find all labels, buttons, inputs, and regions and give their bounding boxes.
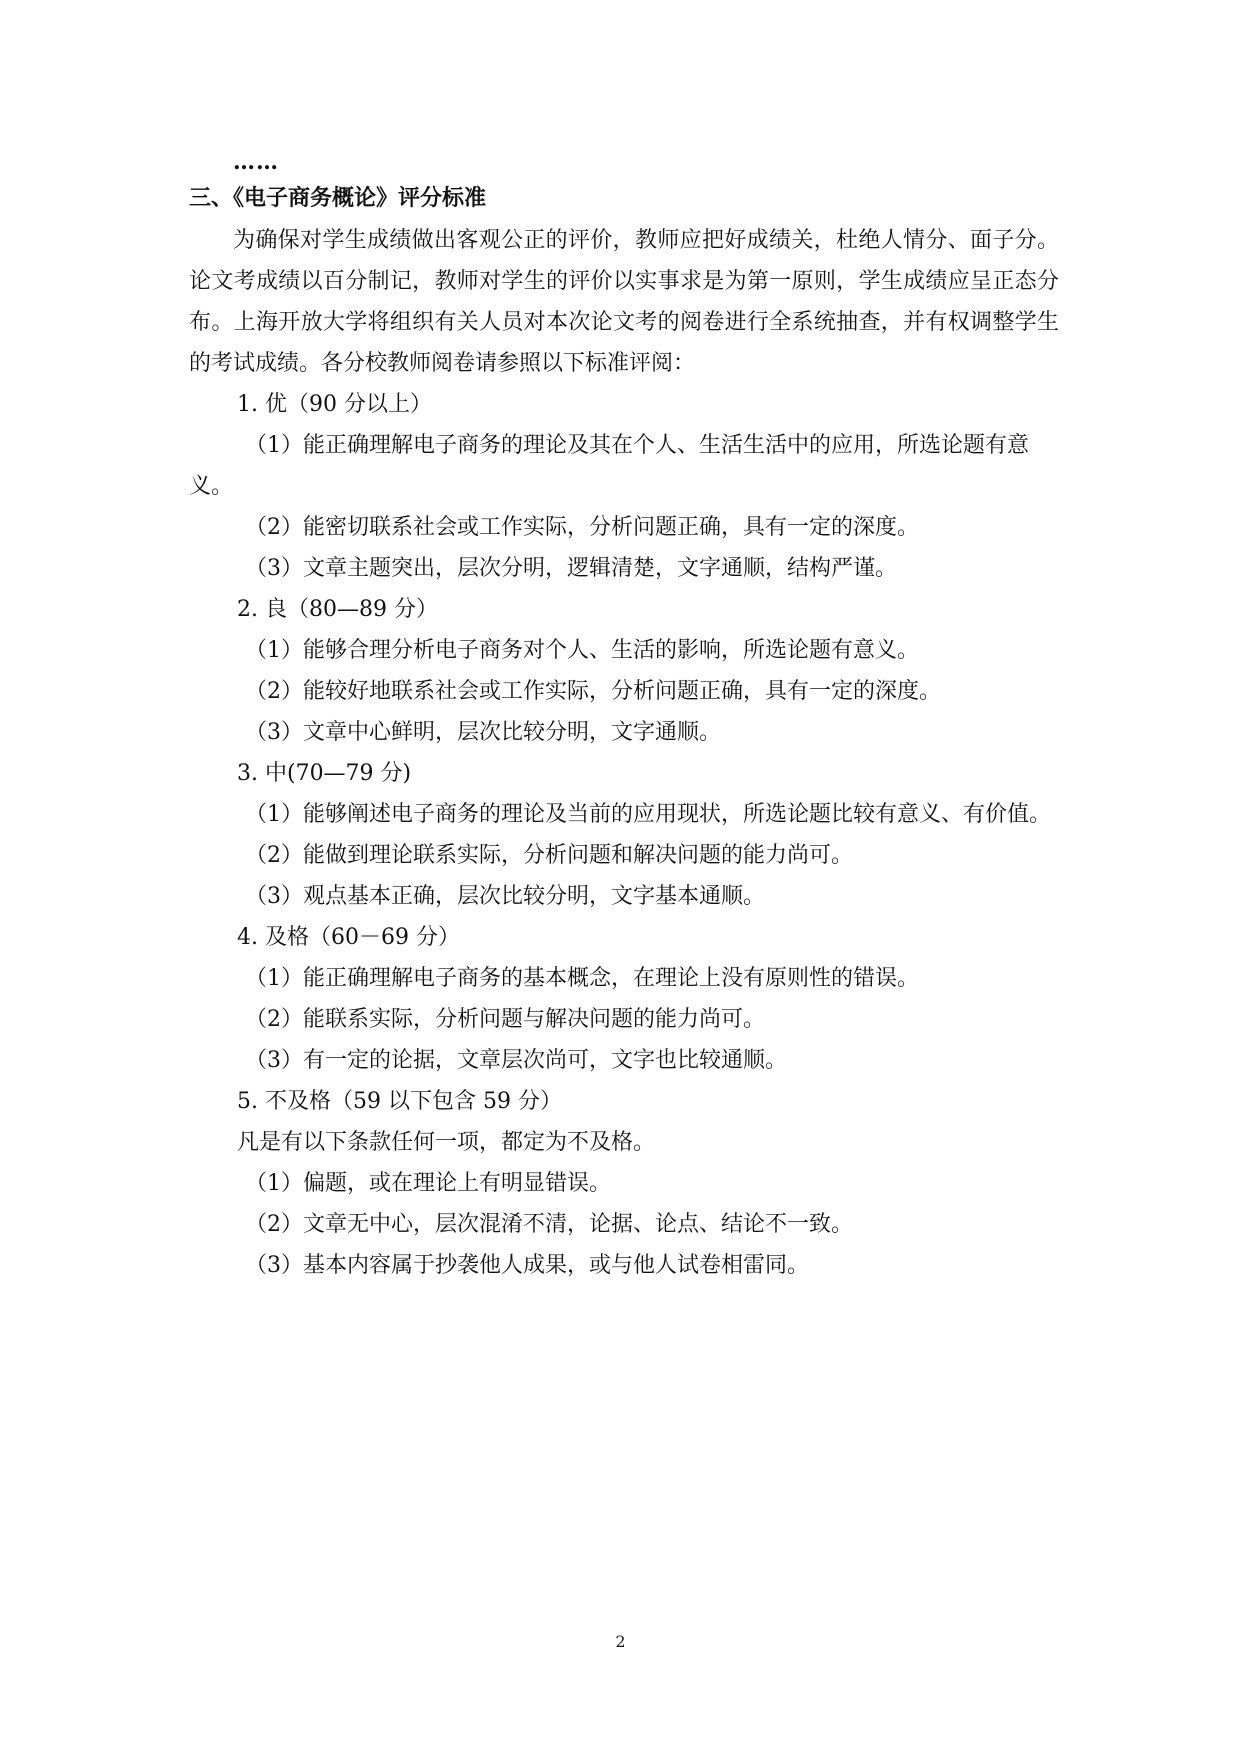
grade-heading-excellent: 1. 优（90 分以上）	[237, 392, 432, 417]
grade-criterion: （3）有一定的论据，文章层次尚可，文字也比较通顺。	[245, 1048, 787, 1073]
grade-criterion-text: （1）能正确理解电子商务的理论及其在个人、生活生活中的应用，所选论题有意义。	[189, 433, 1029, 499]
grade-criterion: （2）能较好地联系社会或工作实际，分析问题正确，具有一定的深度。	[245, 679, 941, 704]
page-number: 2	[615, 1632, 626, 1651]
grade-criterion	[189, 425, 1059, 507]
grade-criterion: （2）文章无中心，层次混淆不清，论据、论点、结论不一致。	[245, 1212, 853, 1237]
grade-heading-average: 3. 中(70—79 分)	[237, 761, 412, 786]
grade-criterion	[189, 794, 1059, 835]
grade-criterion: （3）观点基本正确，层次比较分明，文字基本通顺。	[245, 884, 765, 909]
grade-criterion: （1）偏题，或在理论上有明显错误。	[245, 1171, 611, 1196]
intro-paragraph: 为确保对学生成绩做出客观公正的评价，教师应把好成绩关，杜绝人情分、面子分。论文考成绩以百分制记，教师对学生的评价以实事求是为第一原则，学生成绩应呈正态分布。上海开放大学将组织有关人员对本次论文考的阅卷进行全系统抽查，并有权调整学生的考试成绩。各分校教师阅卷请参照以下标准评阅：	[189, 228, 1059, 376]
grade-criterion: （2）能做到理论联系实际，分析问题和解决问题的能力尚可。	[245, 843, 853, 868]
grade-criterion: （2）能联系实际，分析问题与解决问题的能力尚可。	[245, 1007, 765, 1032]
document-body	[189, 146, 1059, 1286]
grade-criterion: （1）能正确理解电子商务的基本概念，在理论上没有原则性的错误。	[245, 966, 919, 991]
grade-criterion: （2）能密切联系社会或工作实际，分析问题正确，具有一定的深度。	[245, 515, 919, 540]
grade-heading-pass: 4. 及格（60－69 分）	[237, 925, 460, 950]
section-title: 三、《电子商务概论》评分标准	[189, 186, 487, 211]
grade-criterion: （3）基本内容属于抄袭他人成果，或与他人试卷相雷同。	[245, 1253, 809, 1278]
grade-criterion: （1）能够合理分析电子商务对个人、生活的影响，所选论题有意义。	[245, 638, 919, 663]
grade-criterion: （3）文章主题突出，层次分明，逻辑清楚，文字通顺，结构严谨。	[245, 556, 897, 581]
grade-heading-fail: 5. 不及格（59 以下包含 59 分）	[237, 1089, 562, 1114]
ellipsis-marker: ……	[233, 149, 279, 175]
fail-note: 凡是有以下条款任何一项，都定为不及格。	[237, 1130, 656, 1155]
grade-heading-good: 2. 良（80—89 分）	[237, 597, 438, 622]
grade-criterion-text: （1）能够阐述电子商务的理论及当前的应用现状，所选论题比较有意义、有价值。	[245, 802, 1051, 827]
grade-criterion: （3）文章中心鲜明，层次比较分明，文字通顺。	[245, 720, 721, 745]
